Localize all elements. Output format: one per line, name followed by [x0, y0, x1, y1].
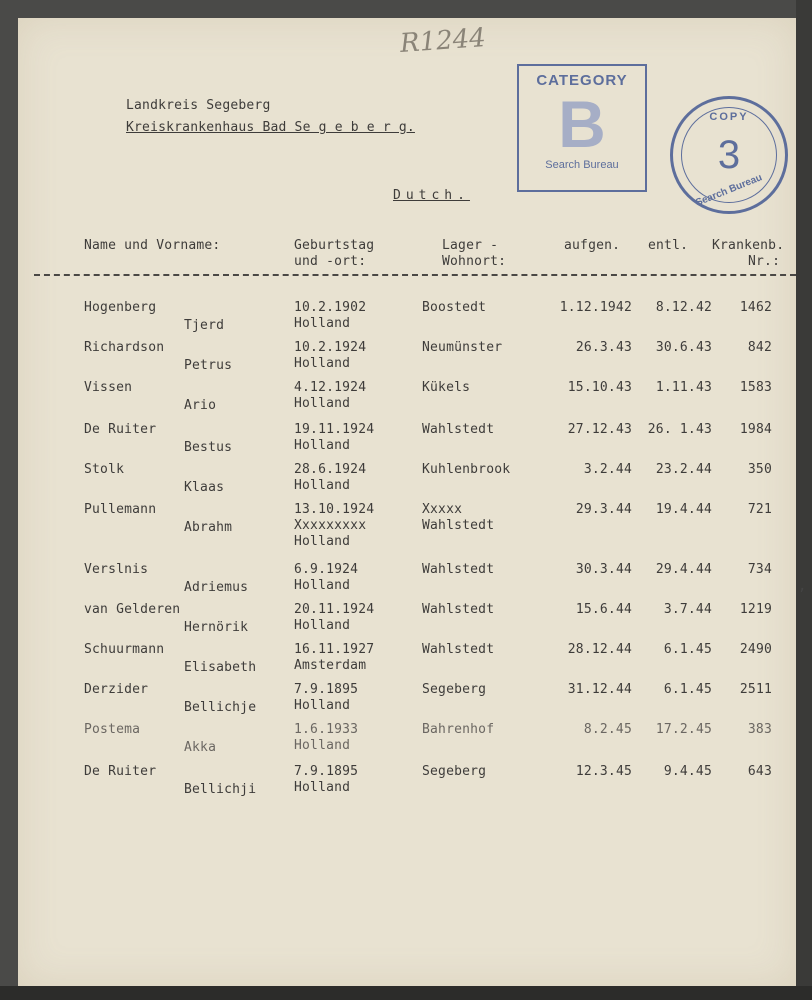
birth-place: Holland [294, 618, 351, 633]
birth-place: Amsterdam [294, 658, 367, 673]
table-row [18, 682, 796, 722]
released-date: 9.4.45 [663, 764, 712, 779]
patient-firstname: Akka [184, 740, 217, 755]
category-stamp-title: CATEGORY [536, 72, 628, 89]
copy-stamp-bureau: Search Bureau [694, 172, 764, 209]
camp-residence: Neumünster [422, 340, 503, 355]
table-row [18, 722, 796, 762]
camp-residence: Kükels [422, 380, 471, 395]
camp-residence: Bahrenhof [422, 722, 495, 737]
patient-surname: De Ruiter [84, 422, 157, 437]
nationality-heading: Dutch. [393, 188, 470, 203]
patient-surname: Hogenberg [84, 300, 157, 315]
table-row [18, 340, 796, 380]
camp-residence: Kuhlenbrook [422, 462, 511, 477]
admitted-date: 12.3.45 [575, 764, 632, 779]
header-divider [34, 274, 796, 276]
admitted-date: 8.2.45 [583, 722, 632, 737]
patient-firstname: Klaas [184, 480, 225, 495]
birth-date: 4.12.1924 [294, 380, 367, 395]
margin-tick-mark: ‚ [798, 578, 807, 594]
table-row [18, 462, 796, 502]
camp-residence: Wahlstedt [422, 562, 495, 577]
column-header-hospital-number: Krankenb. [712, 238, 785, 253]
patient-firstname: Hernörik [184, 620, 249, 635]
birth-place: Holland [294, 780, 351, 795]
birth-date: 7.9.1895 [294, 764, 359, 779]
column-header-residence: Wohnort: [442, 254, 507, 269]
column-header-camp: Lager - [442, 238, 499, 253]
reference-mark: R1244 [399, 23, 487, 59]
camp-residence: Wahlstedt [422, 422, 495, 437]
patient-firstname: Ario [184, 398, 217, 413]
hospital-number: 1984 [739, 422, 772, 437]
patient-firstname: Elisabeth [184, 660, 257, 675]
admitted-date: 15.6.44 [575, 602, 632, 617]
hospital-number: 2490 [739, 642, 772, 657]
hospital-number: 842 [747, 340, 772, 355]
category-stamp-bureau: Search Bureau [545, 159, 619, 171]
released-date: 6.1.45 [663, 642, 712, 657]
hospital-number: 2511 [739, 682, 772, 697]
hospital-number: 1462 [739, 300, 772, 315]
table-row [18, 300, 796, 340]
scan-edge [796, 0, 812, 1000]
patient-surname: Stolk [84, 462, 125, 477]
hospital-number: 734 [747, 562, 772, 577]
birth-place: Xxxxxxxxx [294, 518, 367, 533]
patient-surname: Postema [84, 722, 141, 737]
camp-residence: Segeberg [422, 764, 487, 779]
birth-place: Holland [294, 738, 351, 753]
copy-stamp-number: 3 [717, 133, 741, 177]
admitted-date: 15.10.43 [567, 380, 632, 395]
admitted-date: 29.3.44 [575, 502, 632, 517]
copy-stamp [670, 96, 788, 214]
birth-date: 10.2.1902 [294, 300, 367, 315]
admitted-date: 27.12.43 [567, 422, 632, 437]
birth-date: 10.2.1924 [294, 340, 367, 355]
column-header-number: Nr.: [748, 254, 781, 269]
table-row [18, 380, 796, 420]
patient-surname: Schuurmann [84, 642, 165, 657]
patient-surname: De Ruiter [84, 764, 157, 779]
table-row [18, 764, 796, 804]
camp-residence: Segeberg [422, 682, 487, 697]
patient-surname: Vissen [84, 380, 133, 395]
released-date: 23.2.44 [655, 462, 712, 477]
birth-place: Holland [294, 578, 351, 593]
table-row [18, 502, 796, 549]
released-date: 3.7.44 [663, 602, 712, 617]
released-date: 1.11.43 [655, 380, 712, 395]
hospital-number: 721 [747, 502, 772, 517]
table-row [18, 562, 796, 602]
admitted-date: 3.2.44 [583, 462, 632, 477]
birth-place-extra: Holland [294, 534, 351, 549]
birth-place: Holland [294, 698, 351, 713]
birth-place: Holland [294, 316, 351, 331]
admitted-date: 1.12.1942 [559, 300, 632, 315]
birth-place: Holland [294, 478, 351, 493]
patient-firstname: Bellichje [184, 700, 257, 715]
hospital-number: 643 [747, 764, 772, 779]
district-line: Landkreis Segeberg [126, 98, 271, 113]
patient-firstname: Abrahm [184, 520, 233, 535]
patient-surname: Richardson [84, 340, 165, 355]
column-header-admitted: aufgen. [564, 238, 621, 253]
patient-firstname: Tjerd [184, 318, 225, 333]
table-row [18, 422, 796, 462]
camp-residence: Wahlstedt [422, 642, 495, 657]
column-header-birth: Geburtstag [294, 238, 375, 253]
camp-residence-extra: Wahlstedt [422, 518, 495, 533]
birth-date: 20.11.1924 [294, 602, 375, 617]
hospital-number: 1219 [739, 602, 772, 617]
scan-edge-bottom [0, 986, 812, 1000]
patient-surname: Derzider [84, 682, 149, 697]
camp-residence: Xxxxx [422, 502, 463, 517]
released-date: 6.1.45 [663, 682, 712, 697]
patient-firstname: Petrus [184, 358, 233, 373]
admitted-date: 26.3.43 [575, 340, 632, 355]
birth-place: Holland [294, 438, 351, 453]
column-header-released: entl. [648, 238, 689, 253]
released-date: 30.6.43 [655, 340, 712, 355]
patient-firstname: Adriemus [184, 580, 249, 595]
camp-residence: Wahlstedt [422, 602, 495, 617]
admitted-date: 31.12.44 [567, 682, 632, 697]
camp-residence: Boostedt [422, 300, 487, 315]
patient-surname: Pullemann [84, 502, 157, 517]
birth-date: 13.10.1924 [294, 502, 375, 517]
hospital-line: Kreiskrankenhaus Bad Se g e b e r g. [126, 120, 415, 135]
document-page [18, 18, 807, 986]
released-date: 17.2.45 [655, 722, 712, 737]
released-date: 29.4.44 [655, 562, 712, 577]
released-date: 8.12.42 [655, 300, 712, 315]
hospital-number: 350 [747, 462, 772, 477]
birth-date: 19.11.1924 [294, 422, 375, 437]
birth-place: Holland [294, 356, 351, 371]
patient-surname: Verslnis [84, 562, 149, 577]
copy-stamp-label: COPY [709, 111, 749, 123]
category-stamp-letter: B [558, 87, 606, 161]
released-date: 26. 1.43 [647, 422, 712, 437]
birth-date: 1.6.1933 [294, 722, 359, 737]
table-row [18, 642, 796, 682]
birth-date: 16.11.1927 [294, 642, 375, 657]
column-header-birth-place: und -ort: [294, 254, 367, 269]
hospital-number: 1583 [739, 380, 772, 395]
admitted-date: 28.12.44 [567, 642, 632, 657]
hospital-number: 383 [747, 722, 772, 737]
birth-place: Holland [294, 396, 351, 411]
patient-firstname: Bellichji [184, 782, 257, 797]
birth-date: 28.6.1924 [294, 462, 367, 477]
admitted-date: 30.3.44 [575, 562, 632, 577]
patient-surname: van Gelderen [84, 602, 181, 617]
released-date: 19.4.44 [655, 502, 712, 517]
birth-date: 7.9.1895 [294, 682, 359, 697]
birth-date: 6.9.1924 [294, 562, 359, 577]
category-stamp [517, 64, 647, 192]
patient-firstname: Bestus [184, 440, 233, 455]
column-header-name: Name und Vorname: [84, 238, 221, 253]
table-row [18, 602, 796, 642]
